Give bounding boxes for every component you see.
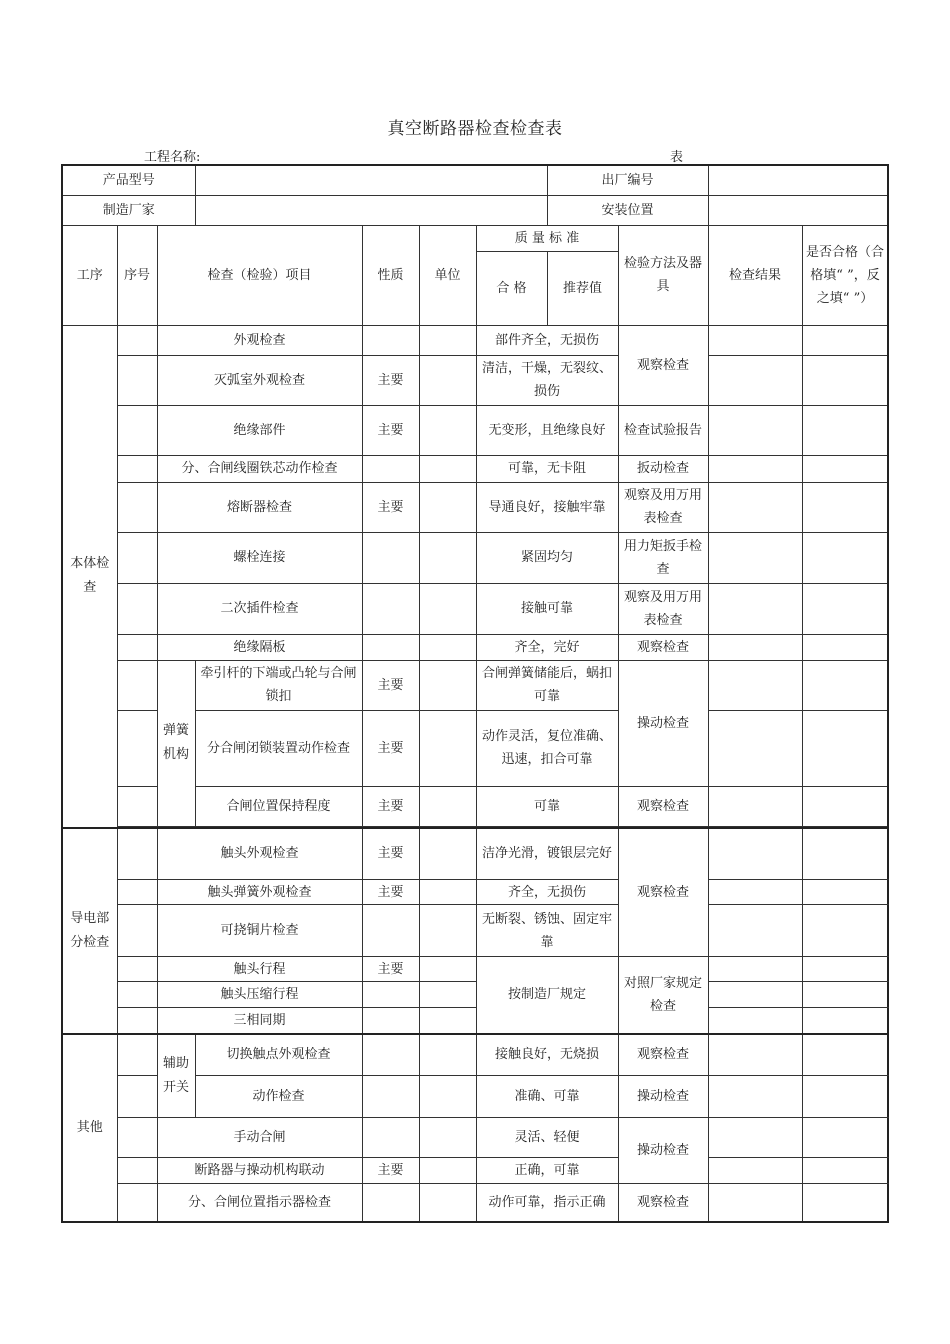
pass-cell[interactable]: [802, 405, 888, 455]
unit-cell[interactable]: [419, 1118, 476, 1158]
unit-cell[interactable]: [419, 660, 476, 710]
pass-cell[interactable]: [802, 583, 888, 634]
seq-cell[interactable]: [117, 786, 157, 826]
result-cell[interactable]: [708, 982, 802, 1008]
unit-cell[interactable]: [419, 1158, 476, 1184]
pass-cell[interactable]: [802, 1158, 888, 1184]
nature-cell: [362, 1184, 419, 1222]
seq-cell[interactable]: [117, 957, 157, 982]
product-model-value[interactable]: [195, 165, 547, 195]
standard-cell: 按制造厂规定: [476, 957, 618, 1034]
item-cell: 动作检查: [195, 1076, 362, 1118]
method-cell: 操动检查: [618, 1076, 708, 1118]
seq-cell[interactable]: [117, 482, 157, 532]
item-cell: 三相同期: [157, 1008, 362, 1034]
method-cell: 操动检查: [618, 660, 708, 786]
standard-cell: 接触可靠: [476, 583, 618, 634]
unit-cell[interactable]: [419, 982, 476, 1008]
project-name-label: 工程名称:: [144, 150, 201, 165]
result-cell[interactable]: [708, 710, 802, 786]
result-cell[interactable]: [708, 405, 802, 455]
result-cell[interactable]: [708, 1118, 802, 1158]
unit-cell[interactable]: [419, 1076, 476, 1118]
pass-cell[interactable]: [802, 1034, 888, 1076]
standard-cell: 无断裂、锈蚀、固定牢靠: [476, 905, 618, 957]
seq-cell[interactable]: [117, 325, 157, 355]
inspection-table: [61, 164, 889, 1223]
seq-cell[interactable]: [117, 880, 157, 905]
product-model-label: 产品型号: [62, 165, 195, 195]
group-aux-switch: 辅助开关: [157, 1034, 195, 1118]
unit-cell[interactable]: [419, 482, 476, 532]
pass-cell[interactable]: [802, 710, 888, 786]
standard-cell: 导通良好，接触牢靠: [476, 482, 618, 532]
header-item: 检查（检验）项目: [157, 225, 362, 325]
unit-cell[interactable]: [419, 957, 476, 982]
item-cell: 切换触点外观检查: [195, 1034, 362, 1076]
item-cell: 可挠铜片检查: [157, 905, 362, 957]
pass-cell[interactable]: [802, 1008, 888, 1034]
standard-cell: 齐全，完好: [476, 634, 618, 660]
header-nature: 性质: [362, 225, 419, 325]
result-cell[interactable]: [708, 355, 802, 405]
method-cell: 观察检查: [618, 1034, 708, 1076]
unit-cell[interactable]: [419, 786, 476, 826]
method-cell: 对照厂家规定检查: [618, 957, 708, 1034]
item-cell: 触头行程: [157, 957, 362, 982]
nature-cell: [362, 1118, 419, 1158]
seq-cell[interactable]: [117, 583, 157, 634]
item-cell: 分、合闸线圈铁芯动作检查: [157, 455, 362, 482]
item-cell: 灭弧室外观检查: [157, 355, 362, 405]
standard-cell: 齐全，无损伤: [476, 880, 618, 905]
pass-cell[interactable]: [802, 905, 888, 957]
method-cell: 用力矩扳手检查: [618, 532, 708, 583]
pass-cell[interactable]: [802, 1118, 888, 1158]
result-cell[interactable]: [708, 1076, 802, 1118]
nature-cell: [362, 455, 419, 482]
header-recommended: 推荐值: [547, 251, 618, 325]
pass-cell[interactable]: [802, 660, 888, 710]
unit-cell[interactable]: [419, 1034, 476, 1076]
group-spring-mechanism: 弹簧机构: [157, 660, 195, 826]
factory-number-label: 出厂编号: [547, 165, 708, 195]
result-cell[interactable]: [708, 532, 802, 583]
item-cell: 绝缘部件: [157, 405, 362, 455]
seq-cell[interactable]: [117, 355, 157, 405]
standard-cell: 部件齐全，无损伤: [476, 325, 618, 355]
factory-number-value[interactable]: [708, 165, 888, 195]
unit-cell[interactable]: [419, 405, 476, 455]
seq-cell[interactable]: [117, 828, 157, 880]
unit-cell[interactable]: [419, 532, 476, 583]
standard-cell: 洁净光滑，镀银层完好: [476, 828, 618, 880]
pass-cell[interactable]: [802, 982, 888, 1008]
result-cell[interactable]: [708, 634, 802, 660]
seq-cell[interactable]: [117, 532, 157, 583]
group-conductive: 导电部分检查: [62, 828, 117, 1034]
result-cell[interactable]: [708, 786, 802, 826]
unit-cell[interactable]: [419, 1008, 476, 1034]
unit-cell[interactable]: [419, 325, 476, 355]
method-cell: 观察及用万用表检查: [618, 482, 708, 532]
standard-cell: 准确、可靠: [476, 1076, 618, 1118]
nature-cell: 主要: [362, 482, 419, 532]
item-cell: 牵引杆的下端或凸轮与合闸锁扣: [195, 660, 362, 710]
method-cell: 观察检查: [618, 828, 708, 957]
standard-cell: 无变形，且绝缘良好: [476, 405, 618, 455]
item-cell: 触头压缩行程: [157, 982, 362, 1008]
header-unit: 单位: [419, 225, 476, 325]
unit-cell[interactable]: [419, 355, 476, 405]
item-cell: 二次插件检查: [157, 583, 362, 634]
pass-cell[interactable]: [802, 1076, 888, 1118]
header-pass: 是否合格（合格填“ ”，反之填“ ”）: [802, 225, 888, 325]
nature-cell: [362, 905, 419, 957]
seq-cell[interactable]: [117, 905, 157, 957]
install-location-value[interactable]: [708, 195, 888, 225]
nature-cell: 主要: [362, 1158, 419, 1184]
nature-cell: 主要: [362, 405, 419, 455]
method-cell: 检查试验报告: [618, 405, 708, 455]
nature-cell: [362, 634, 419, 660]
method-cell: 观察检查: [618, 634, 708, 660]
group-body: 本体检查: [62, 325, 117, 828]
nature-cell: [362, 532, 419, 583]
seq-cell[interactable]: [117, 1118, 157, 1158]
pass-cell[interactable]: [802, 634, 888, 660]
method-cell: 观察检查: [618, 325, 708, 405]
seq-cell[interactable]: [117, 634, 157, 660]
pass-cell[interactable]: [802, 455, 888, 482]
unit-cell[interactable]: [419, 710, 476, 786]
manufacturer-label: 制造厂家: [62, 195, 195, 225]
item-cell: 分、合闸位置指示器检查: [157, 1184, 362, 1222]
nature-cell: [362, 1008, 419, 1034]
result-cell[interactable]: [708, 660, 802, 710]
unit-cell[interactable]: [419, 880, 476, 905]
result-cell[interactable]: [708, 1184, 802, 1222]
pass-cell[interactable]: [802, 355, 888, 405]
item-cell: 绝缘隔板: [157, 634, 362, 660]
unit-cell[interactable]: [419, 1184, 476, 1222]
header-qualified: 合 格: [476, 251, 547, 325]
standard-cell: 合闸弹簧储能后，蜗扣可靠: [476, 660, 618, 710]
result-cell[interactable]: [708, 828, 802, 880]
method-cell: 观察检查: [618, 786, 708, 826]
nature-cell: [362, 325, 419, 355]
pass-cell[interactable]: [802, 482, 888, 532]
item-cell: 合闸位置保持程度: [195, 786, 362, 826]
result-cell[interactable]: [708, 1158, 802, 1184]
result-cell[interactable]: [708, 1034, 802, 1076]
nature-cell: 主要: [362, 660, 419, 710]
pass-cell[interactable]: [802, 786, 888, 826]
header-process: 工序: [62, 225, 117, 325]
result-cell[interactable]: [708, 482, 802, 532]
seq-cell[interactable]: [117, 982, 157, 1008]
seq-cell[interactable]: [117, 405, 157, 455]
result-cell[interactable]: [708, 325, 802, 355]
header-seq: 序号: [117, 225, 157, 325]
item-cell: 熔断器检查: [157, 482, 362, 532]
pass-cell[interactable]: [802, 1184, 888, 1222]
standard-cell: 动作灵活，复位准确、迅速，扣合可靠: [476, 710, 618, 786]
table-number-label: 表: [670, 150, 684, 165]
standard-cell: 动作可靠，指示正确: [476, 1184, 618, 1222]
nature-cell: [362, 1076, 419, 1118]
seq-cell[interactable]: [117, 1184, 157, 1222]
header-quality-standard: 质 量 标 准: [476, 225, 618, 251]
pass-cell[interactable]: [802, 957, 888, 982]
unit-cell[interactable]: [419, 634, 476, 660]
nature-cell: [362, 1034, 419, 1076]
seq-cell[interactable]: [117, 1008, 157, 1034]
seq-cell[interactable]: [117, 455, 157, 482]
standard-cell: 紧固均匀: [476, 532, 618, 583]
method-cell: 观察检查: [618, 1184, 708, 1222]
seq-cell[interactable]: [117, 1076, 157, 1118]
page-title: 真空断路器检查检查表: [387, 119, 563, 139]
nature-cell: 主要: [362, 957, 419, 982]
seq-cell[interactable]: [117, 710, 157, 786]
nature-cell: [362, 583, 419, 634]
nature-cell: 主要: [362, 786, 419, 826]
unit-cell[interactable]: [419, 455, 476, 482]
item-cell: 触头弹簧外观检查: [157, 880, 362, 905]
result-cell[interactable]: [708, 905, 802, 957]
seq-cell[interactable]: [117, 660, 157, 710]
pass-cell[interactable]: [802, 828, 888, 880]
result-cell[interactable]: [708, 957, 802, 982]
result-cell[interactable]: [708, 583, 802, 634]
nature-cell: 主要: [362, 710, 419, 786]
standard-cell: 正确，可靠: [476, 1158, 618, 1184]
unit-cell[interactable]: [419, 828, 476, 880]
method-cell: 操动检查: [618, 1118, 708, 1184]
unit-cell[interactable]: [419, 583, 476, 634]
header-result: 检查结果: [708, 225, 802, 325]
result-cell[interactable]: [708, 455, 802, 482]
item-cell: 螺栓连接: [157, 532, 362, 583]
result-cell[interactable]: [708, 1008, 802, 1034]
nature-cell: 主要: [362, 355, 419, 405]
nature-cell: [362, 982, 419, 1008]
item-cell: 分合闸闭锁装置动作检查: [195, 710, 362, 786]
unit-cell[interactable]: [419, 905, 476, 957]
install-location-label: 安装位置: [547, 195, 708, 225]
manufacturer-value[interactable]: [195, 195, 547, 225]
item-cell: 触头外观检查: [157, 828, 362, 880]
item-cell: 外观检查: [157, 325, 362, 355]
pass-cell[interactable]: [802, 532, 888, 583]
group-other: 其他: [62, 1034, 117, 1222]
item-cell: 断路器与操动机构联动: [157, 1158, 362, 1184]
item-cell: 手动合闸: [157, 1118, 362, 1158]
method-cell: 扳动检查: [618, 455, 708, 482]
standard-cell: 灵活、轻便: [476, 1118, 618, 1158]
method-cell: 观察及用万用表检查: [618, 583, 708, 634]
header-method: 检验方法及器具: [618, 225, 708, 325]
nature-cell: 主要: [362, 880, 419, 905]
seq-cell[interactable]: [117, 1158, 157, 1184]
pass-cell[interactable]: [802, 325, 888, 355]
standard-cell: 可靠: [476, 786, 618, 826]
standard-cell: 接触良好，无烧损: [476, 1034, 618, 1076]
pass-cell[interactable]: [802, 880, 888, 905]
result-cell[interactable]: [708, 880, 802, 905]
nature-cell: 主要: [362, 828, 419, 880]
standard-cell: 可靠，无卡阻: [476, 455, 618, 482]
standard-cell: 清洁，干燥，无裂纹、损伤: [476, 355, 618, 405]
seq-cell[interactable]: [117, 1034, 157, 1076]
